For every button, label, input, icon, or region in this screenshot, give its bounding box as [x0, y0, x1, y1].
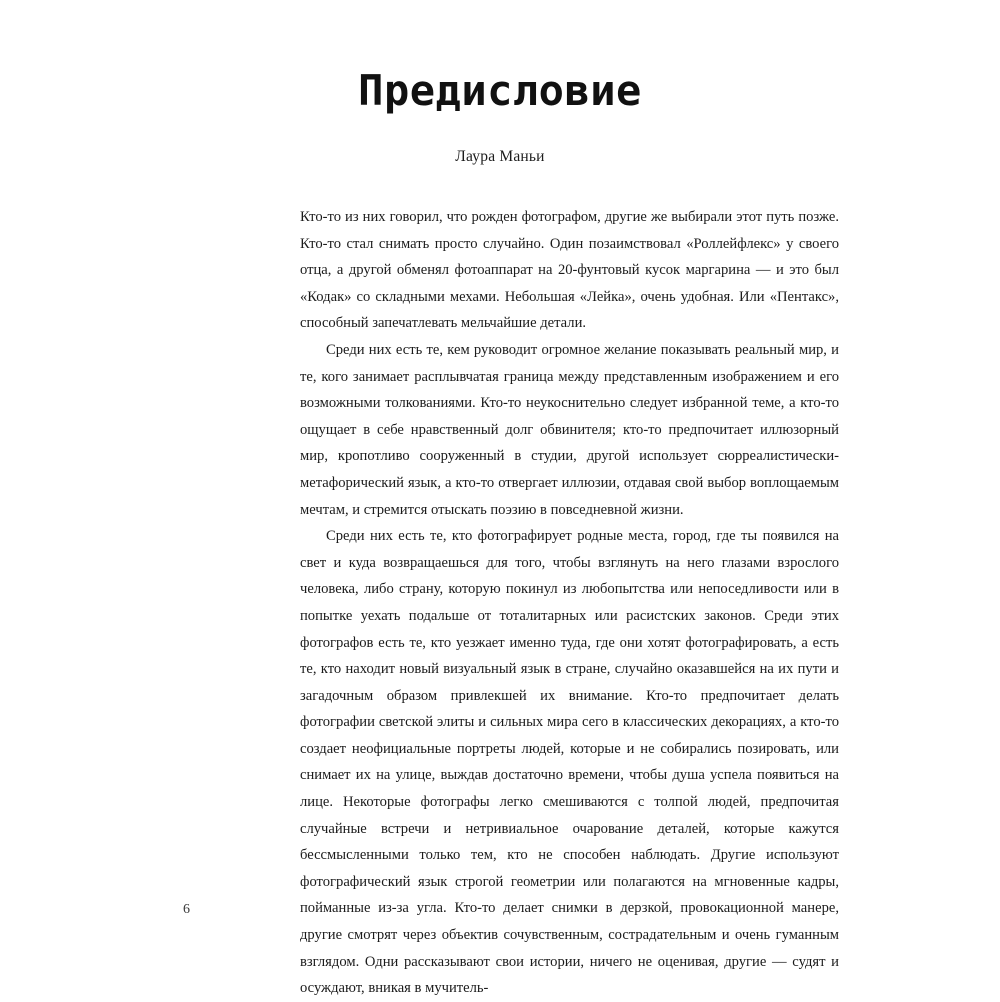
page-title: Предисловие [358, 66, 642, 115]
body-text-column [300, 204, 839, 1002]
paragraph-3: Среди них есть те, кто фотографирует родные места, город, где ты появился на свет и куда возвращаешься для того, чтобы взглянуть на него глазами взрослого человека, либо страну, которую покинул из любопытства или непоседливости или в попытке уехать подальше от тоталитарных или расистских законов. Среди этих фотографов есть те, кто уезжает именно туда, где они хотят фотографировать, а есть те, кто находит новый визуальный язык в стране, случайно оказавшейся на их пути и загадочным образом привлекшей их внимание. Кто-то предпочитает делать фотографии светской элиты и сильных мира сего в классических декорациях, а кто-то создает неофициальные портреты людей, которые и не собирались позировать, или снимает их на улице, выждав достаточно времени, чтобы душа успела появиться на лице. Некоторые фотографы легко смешиваются с толпой людей, предпочитая случайные встречи и нетривиальное очарование деталей, которые кажутся бессмысленными только тем, кто не способен наблюдать. Другие используют фотографический язык строгой геометрии или полагаются на мгновенные кадры, пойманные из-за угла. Кто-то делает снимки в дерзкой, провокационной манере, другие смотрят через объектив сочувственным, сострадательным и очень гуманным взглядом. Одни рассказывают свои истории, ничего не оценивая, другие — судят и осуждают, вникая в мучитель- [300, 528, 839, 997]
page-number: 6 [183, 902, 190, 917]
paragraph-1: Кто-то из них говорил, что рожден фотографом, другие же выбирали этот путь позже. Кто-то стал снимать просто случайно. Один позаимствовал «Роллейфлекс» у своего отца, а другой обменял фотоаппарат на 20-фунтовый кусок маргарина — и это был «Кодак» со складными мехами. Небольшая «Лейка», очень удобная. Или «Пентакс», способный запечатлевать мельчайшие детали. [300, 209, 839, 332]
paragraph-2: Среди них есть те, кем руководит огромное желание показывать реальный мир, и те, кого занимает расплывчатая граница между представленным изображением и его возможными толкованиями. Кто-то неукоснительно следует избранной теме, а кто-то ощущает в себе нравственный долг обвинителя; кто-то предпочитает иллюзорный мир, кропотливо сооруженный в студии, другой использует сюрреалистически-метафорический язык, а кто-то отвергает иллюзии, отдавая свой выбор воплощаемым мечтам, и стремится отыскать поэзию в повседневной жизни. [300, 341, 839, 518]
author-byline: Лаура Маньи [455, 148, 545, 165]
